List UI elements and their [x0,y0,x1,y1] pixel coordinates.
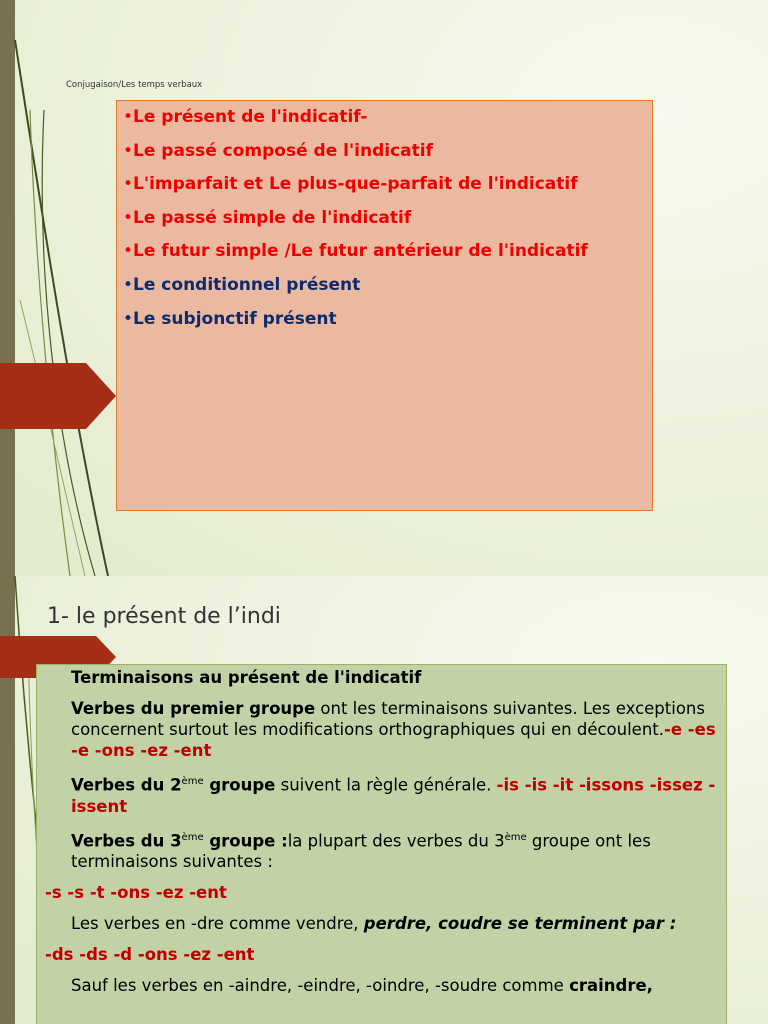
toc-item [123,107,652,127]
bullet-icon: • [123,207,134,228]
arrow-tab-shape [0,363,116,429]
list-item [45,975,718,996]
toc-item [123,208,652,228]
item-text: suivent la règle générale. [275,775,497,795]
list-item [45,913,718,934]
toc-item-label: Le passé simple de l'indicatif [133,207,412,228]
toc-list [117,101,652,329]
bullet-icon: • [123,274,134,295]
bullet-icon: • [123,308,134,329]
item-text: la plupart des verbes du 3 [287,831,505,850]
toc-item-label: L'imparfait et Le plus-que-parfait de l'indicatif [133,174,578,195]
toc-item-label: Le présent de l'indicatif- [133,107,368,127]
list-item [45,771,718,817]
endings-line: -s -s -t -ons -ez -ent [45,883,227,902]
item-heading-cont: groupe [203,775,276,795]
endings: -is -is -it -issons -issez -issent [71,775,716,816]
bullet-icon: • [123,174,134,195]
item-text: groupe ont les terminaisons suivantes : [71,831,651,871]
item-text: ont les terminaisons suivantes. Les exceptions concernent surtout les modifications orthographiques qui en découlent. [71,699,705,739]
content-body [37,665,726,996]
toc-item [123,174,652,194]
superscript: ème [181,831,204,843]
bullet-icon: • [123,241,134,262]
toc-item-label: Le futur simple /Le futur antérieur de l'indicatif [133,241,588,262]
list-item [45,827,718,873]
toc-item [123,275,652,295]
item-heading: Verbes du 3 [71,831,182,850]
item-text: Sauf les verbes en -aindre, -eindre, -oindre, -soudre comme [71,976,570,995]
item-heading: Verbes du 2 [71,775,182,795]
superscript: ème [181,776,204,787]
item-heading: Terminaisons au présent de l'indicatif [71,668,422,687]
toc-item-label: Le passé composé de l'indicatif [133,140,433,161]
item-emphasis: perdre, coudre se terminent par : [363,914,677,933]
list-item [45,698,718,761]
toc-item-label: Le subjonctif présent [133,308,337,329]
toc-item [123,241,652,261]
list-item [45,667,718,688]
item-emphasis: craindre, [569,976,653,995]
toc-item [123,141,652,161]
item-heading-cont: groupe : [203,831,288,850]
content-box [36,664,727,1024]
breadcrumb: Conjugaison/Les temps verbaux [66,80,203,90]
bullet-icon: • [123,140,134,161]
endings: -e -es -e -ons -ez -ent [71,720,716,760]
slide-title: 1- le présent de l’indi [47,604,281,629]
item-heading: Verbes du premier groupe [71,699,316,718]
endings-line: -ds -ds -d -ons -ez -ent [45,945,255,964]
bullet-icon: • [123,107,134,127]
table-of-contents-box [116,100,653,511]
toc-item [123,309,652,329]
superscript: ème [504,831,527,843]
item-text: Les verbes en -dre comme vendre, [71,914,364,933]
toc-item-label: Le conditionnel présent [133,274,361,295]
slide-2 [0,576,768,1024]
